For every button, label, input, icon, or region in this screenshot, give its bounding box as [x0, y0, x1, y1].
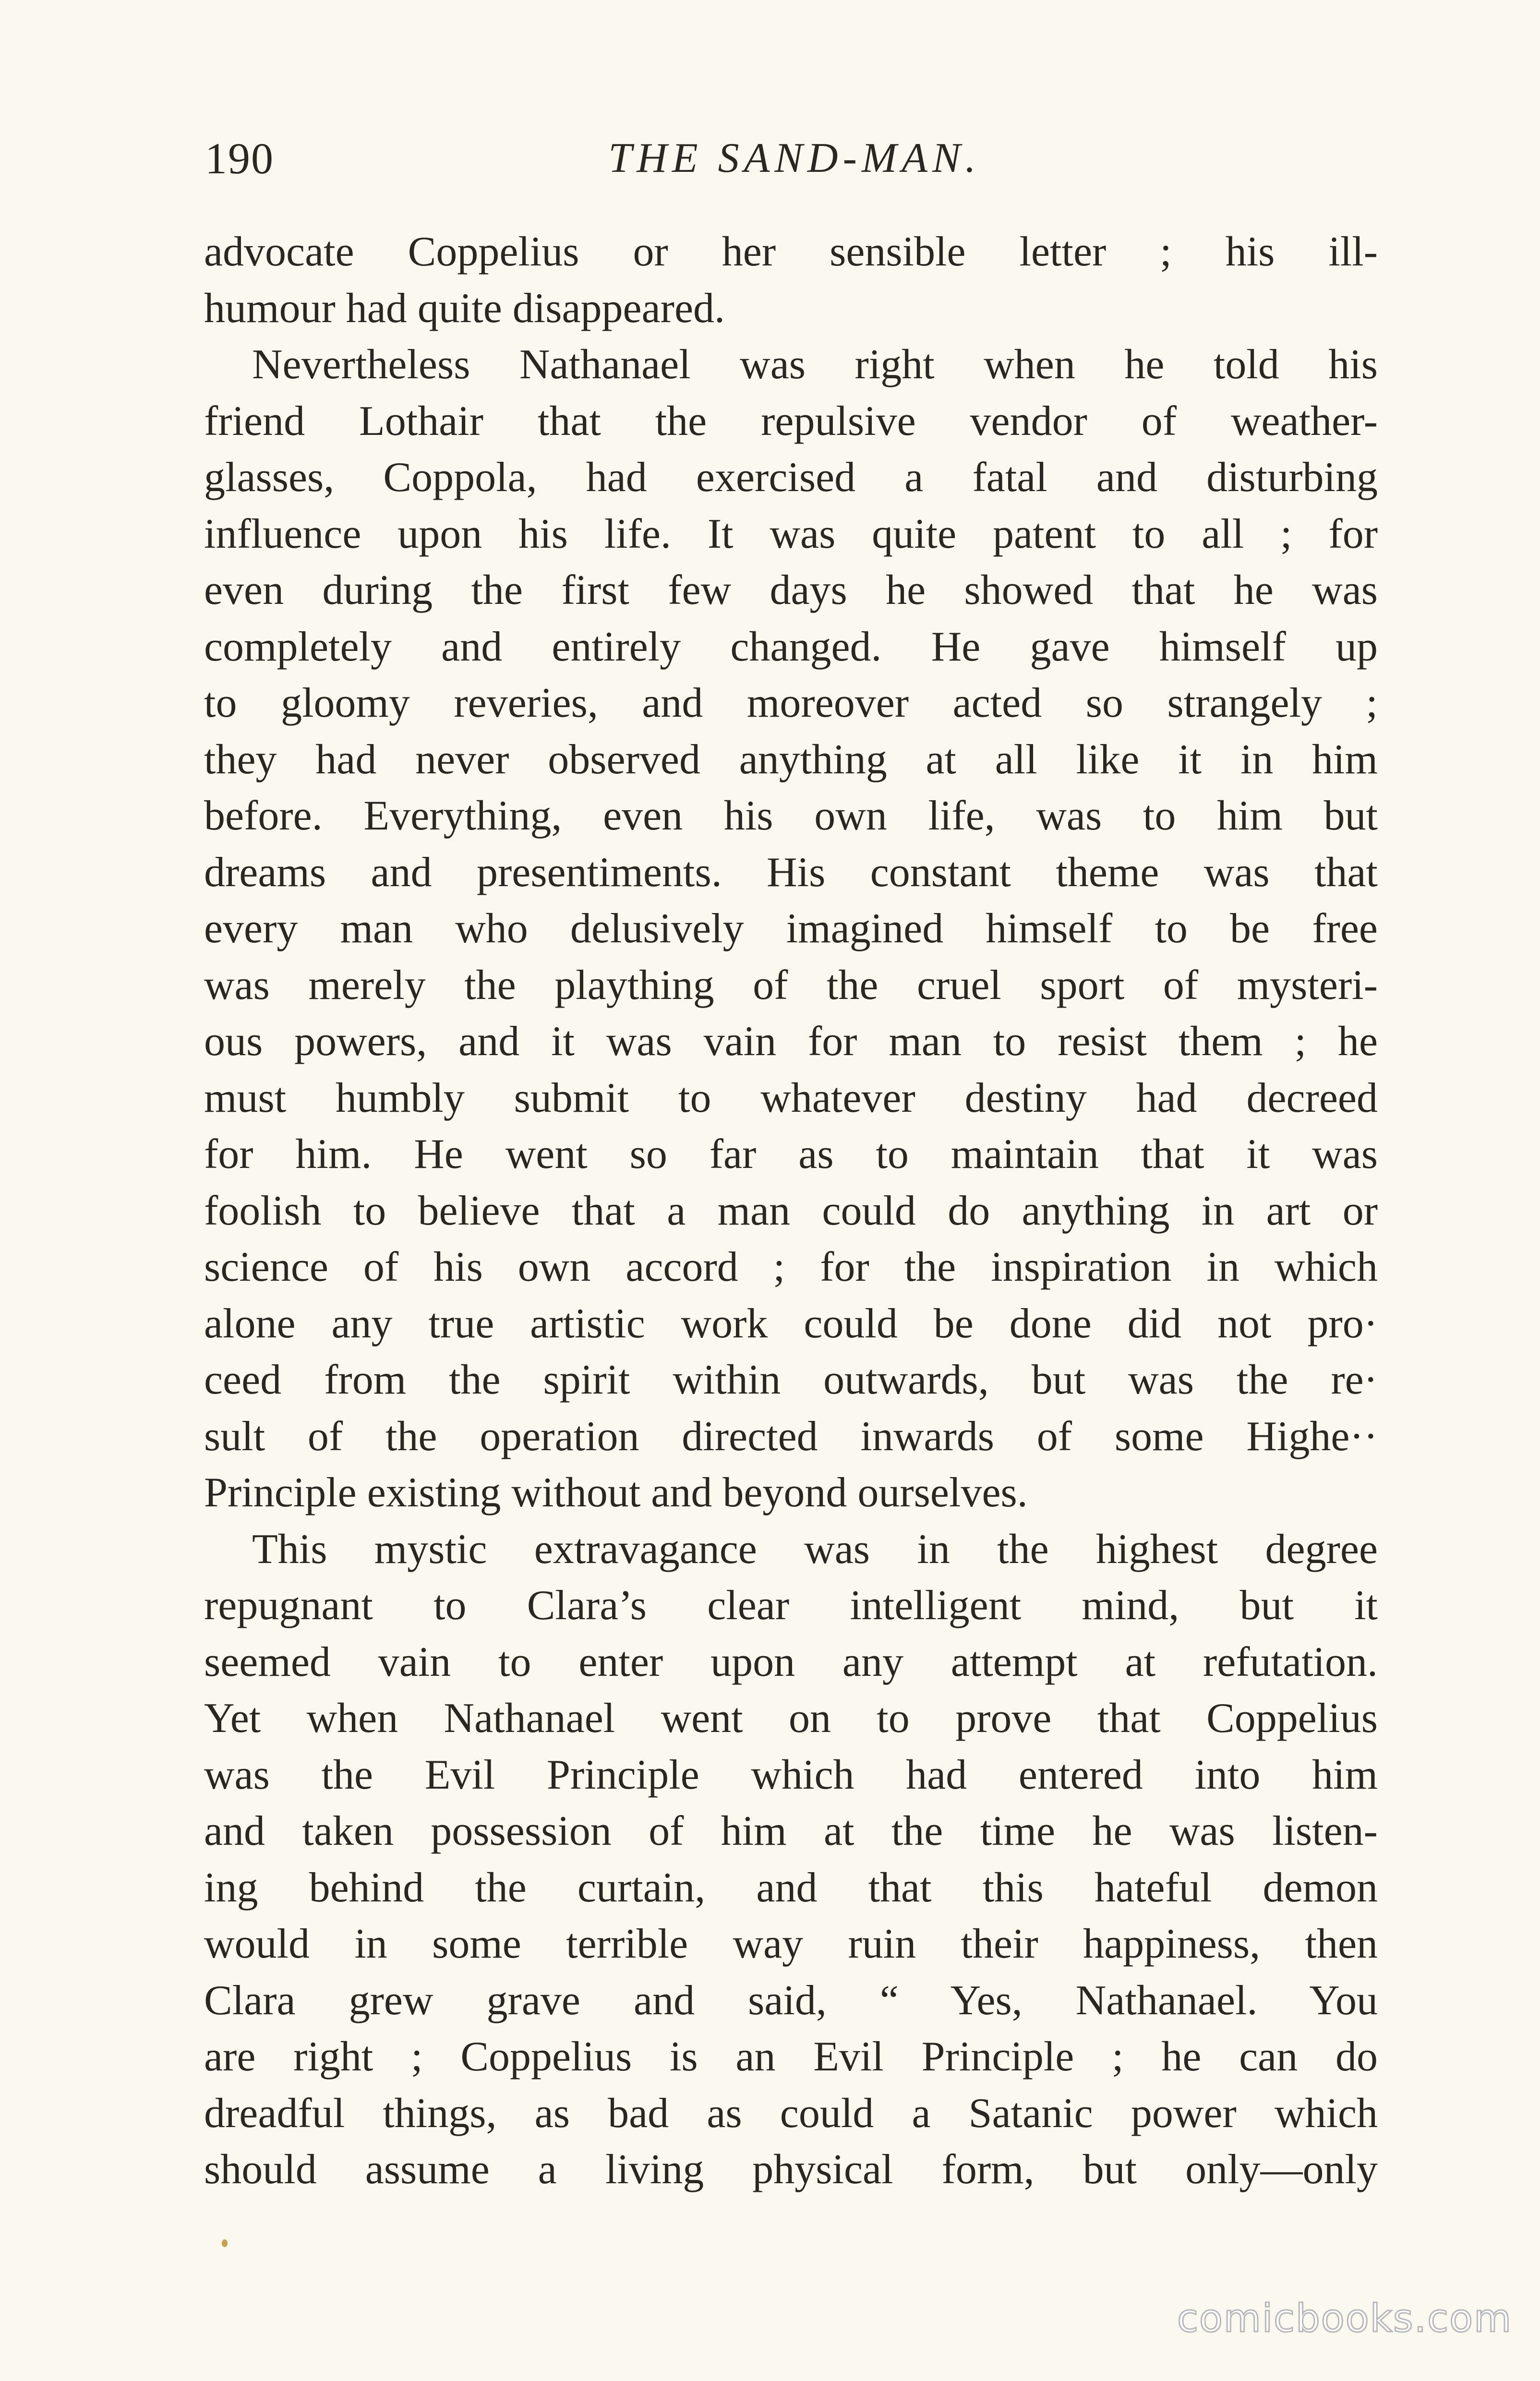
text-line: would in some terrible way ruin their happiness, then	[204, 1921, 1378, 1967]
text-line: foolish to believe that a man could do anything in art or	[204, 1187, 1378, 1234]
text-line: was merely the plaything of the cruel sport of mysteri-	[204, 962, 1378, 1009]
text-line: advocate Coppelius or her sensible letter ; his ill-	[204, 228, 1378, 275]
text-line: was the Evil Principle which had entered into him	[204, 1751, 1378, 1798]
text-line: repugnant to Clara’s clear intelligent mind, but it	[204, 1582, 1378, 1629]
text-line: should assume a living physical form, but only—only	[204, 2146, 1378, 2193]
text-line: for him. He went so far as to maintain that it was	[204, 1131, 1378, 1178]
text-line: before. Everything, even his own life, was to him but	[204, 793, 1378, 839]
text-line: ous powers, and it was vain for man to resist them ; he	[204, 1018, 1378, 1065]
text-line: seemed vain to enter upon any attempt at refutation.	[204, 1638, 1378, 1685]
text-line: are right ; Coppelius is an Evil Principle ; he can do	[204, 2033, 1378, 2080]
watermark: comicbooks.com	[1177, 2296, 1512, 2341]
text-line: humour had quite disappeared.	[204, 285, 725, 332]
paper-speck	[222, 2239, 228, 2247]
text-line: to gloomy reveries, and moreover acted so strangely ;	[204, 680, 1378, 726]
page-number: 190	[205, 134, 274, 183]
text-line: friend Lothair that the repulsive vendor of weather-	[204, 397, 1378, 445]
text-line: ing behind the curtain, and that this hateful demon	[204, 1864, 1378, 1911]
text-line: science of his own accord ; for the inspiration in which	[204, 1244, 1378, 1290]
text-line: dreams and presentiments. His constant theme was that	[204, 849, 1378, 896]
text-line: glasses, Coppola, had exercised a fatal and disturbing	[204, 454, 1378, 501]
text-line: ceed from the spirit within outwards, but was the re·	[204, 1357, 1378, 1403]
text-line: alone any true artistic work could be done did not pro·	[204, 1300, 1378, 1347]
text-line: Yet when Nathanael went on to prove that Coppelius	[204, 1695, 1378, 1742]
text-line: Nevertheless Nathanael was right when he told his	[252, 341, 1378, 388]
running-title: THE SAND-MAN.	[608, 135, 981, 181]
text-line: they had never observed anything at all like it in him	[204, 736, 1378, 783]
text-line: dreadful things, as bad as could a Satanic power which	[204, 2090, 1378, 2137]
text-line: influence upon his life. It was quite patent to all ; for	[204, 510, 1378, 557]
text-line: completely and entirely changed. He gave himself up	[204, 623, 1378, 670]
text-line: This mystic extravagance was in the highest degree	[252, 1526, 1378, 1573]
text-line: and taken possession of him at the time he was listen-	[204, 1808, 1378, 1854]
text-line: every man who delusively imagined himself to be free	[204, 905, 1378, 952]
body-text	[204, 224, 1378, 2198]
text-line: must humbly submit to whatever destiny had decreed	[204, 1074, 1378, 1121]
text-line: Clara grew grave and said, “ Yes, Nathanael. You	[204, 1977, 1378, 2024]
text-line: Principle existing without and beyond ourselves.	[204, 1469, 1028, 1516]
text-line: sult of the operation directed inwards of some Highe··	[204, 1413, 1378, 1460]
text-line: even during the first few days he showed that he was	[204, 567, 1378, 613]
